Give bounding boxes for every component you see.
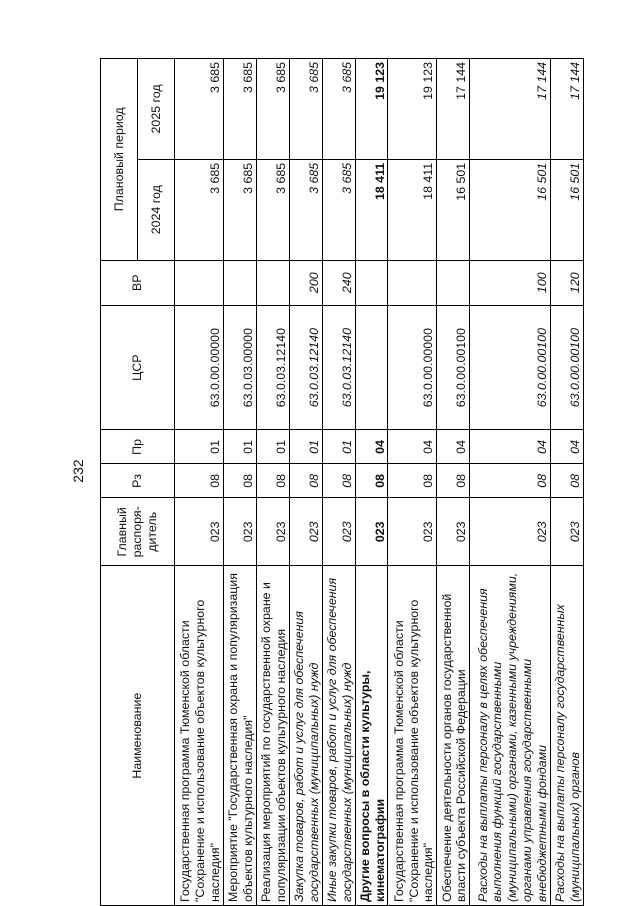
cell-admin: 023	[289, 498, 322, 566]
cell-vr: 100	[470, 260, 551, 305]
page-number: 232	[70, 459, 86, 483]
table-row	[256, 59, 289, 906]
cell-admin: 023	[256, 498, 289, 566]
cell-2025: 17 144	[437, 59, 470, 160]
header-2025: 2025 год	[138, 59, 175, 160]
header-pr: Пр	[101, 430, 175, 464]
cell-pr: 01	[223, 430, 256, 464]
cell-vr: 200	[289, 260, 322, 305]
cell-2025: 3 685	[322, 59, 355, 160]
cell-pr: 04	[437, 430, 470, 464]
header-name: Наименование	[101, 566, 175, 906]
cell-2024: 3 685	[223, 159, 256, 260]
table-row	[223, 59, 256, 906]
cell-admin: 023	[388, 498, 437, 566]
cell-2024: 18 411	[355, 159, 388, 260]
cell-csr: 63.0.00.00100	[437, 305, 470, 430]
cell-pr: 04	[550, 430, 583, 464]
table-row	[470, 59, 551, 906]
cell-admin: 023	[355, 498, 388, 566]
cell-name: Обеспечение деятельности органов государственной власти субъекта Российской Федерации	[437, 566, 470, 906]
cell-csr: 63.0.03.12140	[322, 305, 355, 430]
cell-vr: 240	[322, 260, 355, 305]
cell-name: Закупка товаров, работ и услуг для обеспечения государственных (муниципальных) нужд	[289, 566, 322, 906]
cell-name: Иные закупки товаров, работ и услуг для обеспечения государственных (муниципальных) нужд	[322, 566, 355, 906]
header-csr: ЦСР	[101, 305, 175, 430]
cell-name: Реализация мероприятий по государственной охране и популяризации объектов культурного наследия	[256, 566, 289, 906]
cell-admin: 023	[550, 498, 583, 566]
cell-vr: 120	[550, 260, 583, 305]
cell-pr: 01	[175, 430, 224, 464]
cell-name: Государственная программа Тюменской области "Сохранение и использование объектов культурного наследия"	[388, 566, 437, 906]
cell-name: Государственная программа Тюменской области "Сохранение и использование объектов культурного наследия"	[175, 566, 224, 906]
header-admin: Главный распоря-дитель	[101, 498, 175, 566]
cell-pr: 04	[355, 430, 388, 464]
cell-rz: 08	[223, 464, 256, 498]
cell-admin: 023	[322, 498, 355, 566]
cell-pr: 04	[470, 430, 551, 464]
cell-rz: 08	[437, 464, 470, 498]
table-row	[388, 59, 437, 906]
cell-csr: 63.0.00.00100	[470, 305, 551, 430]
cell-rz: 08	[322, 464, 355, 498]
cell-admin: 023	[175, 498, 224, 566]
cell-2024: 3 685	[322, 159, 355, 260]
cell-rz: 08	[289, 464, 322, 498]
table-row	[355, 59, 388, 906]
cell-csr: 63.0.00.00000	[175, 305, 224, 430]
cell-2025: 3 685	[256, 59, 289, 160]
budget-table	[100, 58, 584, 906]
cell-csr: 63.0.03.00000	[223, 305, 256, 430]
cell-csr: 63.0.03.12140	[289, 305, 322, 430]
cell-vr	[355, 260, 388, 305]
cell-2025: 3 685	[175, 59, 224, 160]
cell-name: Расходы на выплаты персоналу государственных (муниципальных) органов	[550, 566, 583, 906]
rotated-table-container	[100, 58, 584, 906]
cell-vr	[256, 260, 289, 305]
cell-rz: 08	[550, 464, 583, 498]
cell-rz: 08	[388, 464, 437, 498]
header-rz: Рз	[101, 464, 175, 498]
header-row-1	[101, 59, 138, 906]
cell-admin: 023	[437, 498, 470, 566]
cell-pr: 01	[289, 430, 322, 464]
table-row	[550, 59, 583, 906]
cell-vr	[175, 260, 224, 305]
cell-2024: 18 411	[388, 159, 437, 260]
cell-2024: 16 501	[470, 159, 551, 260]
cell-pr: 01	[322, 430, 355, 464]
cell-2024: 3 685	[175, 159, 224, 260]
cell-admin: 023	[223, 498, 256, 566]
cell-2025: 17 144	[550, 59, 583, 160]
table-body	[175, 59, 584, 906]
cell-csr	[355, 305, 388, 430]
header-2024: 2024 год	[138, 159, 175, 260]
cell-rz: 08	[355, 464, 388, 498]
cell-rz: 08	[175, 464, 224, 498]
cell-csr: 63.0.03.12140	[256, 305, 289, 430]
header-vr: ВР	[101, 260, 175, 305]
cell-name: Мероприятие "Государственная охрана и популяризация объектов культурного наследия"	[223, 566, 256, 906]
cell-vr	[223, 260, 256, 305]
header-plan-period: Плановый период	[101, 59, 138, 261]
table-row	[175, 59, 224, 906]
cell-csr: 63.0.00.00100	[550, 305, 583, 430]
cell-name: Расходы на выплаты персоналу в целях обеспечения выполнения функций государственными (муниципальными) органами, казенными учреждениями, органами управления государственными внебюджетными фондами	[470, 566, 551, 906]
cell-2025: 17 144	[470, 59, 551, 160]
cell-name: Другие вопросы в области культуры, кинематографии	[355, 566, 388, 906]
cell-2024: 16 501	[550, 159, 583, 260]
cell-vr	[437, 260, 470, 305]
table-row	[289, 59, 322, 906]
cell-rz: 08	[470, 464, 551, 498]
cell-2025: 19 123	[355, 59, 388, 160]
cell-pr: 01	[256, 430, 289, 464]
cell-admin: 023	[470, 498, 551, 566]
cell-2024: 3 685	[289, 159, 322, 260]
cell-2024: 16 501	[437, 159, 470, 260]
cell-2025: 3 685	[289, 59, 322, 160]
cell-rz: 08	[256, 464, 289, 498]
table-row	[437, 59, 470, 906]
cell-csr: 63.0.00.00000	[388, 305, 437, 430]
cell-vr	[388, 260, 437, 305]
cell-2024: 3 685	[256, 159, 289, 260]
table-row	[322, 59, 355, 906]
cell-2025: 3 685	[223, 59, 256, 160]
cell-2025: 19 123	[388, 59, 437, 160]
cell-pr: 04	[388, 430, 437, 464]
